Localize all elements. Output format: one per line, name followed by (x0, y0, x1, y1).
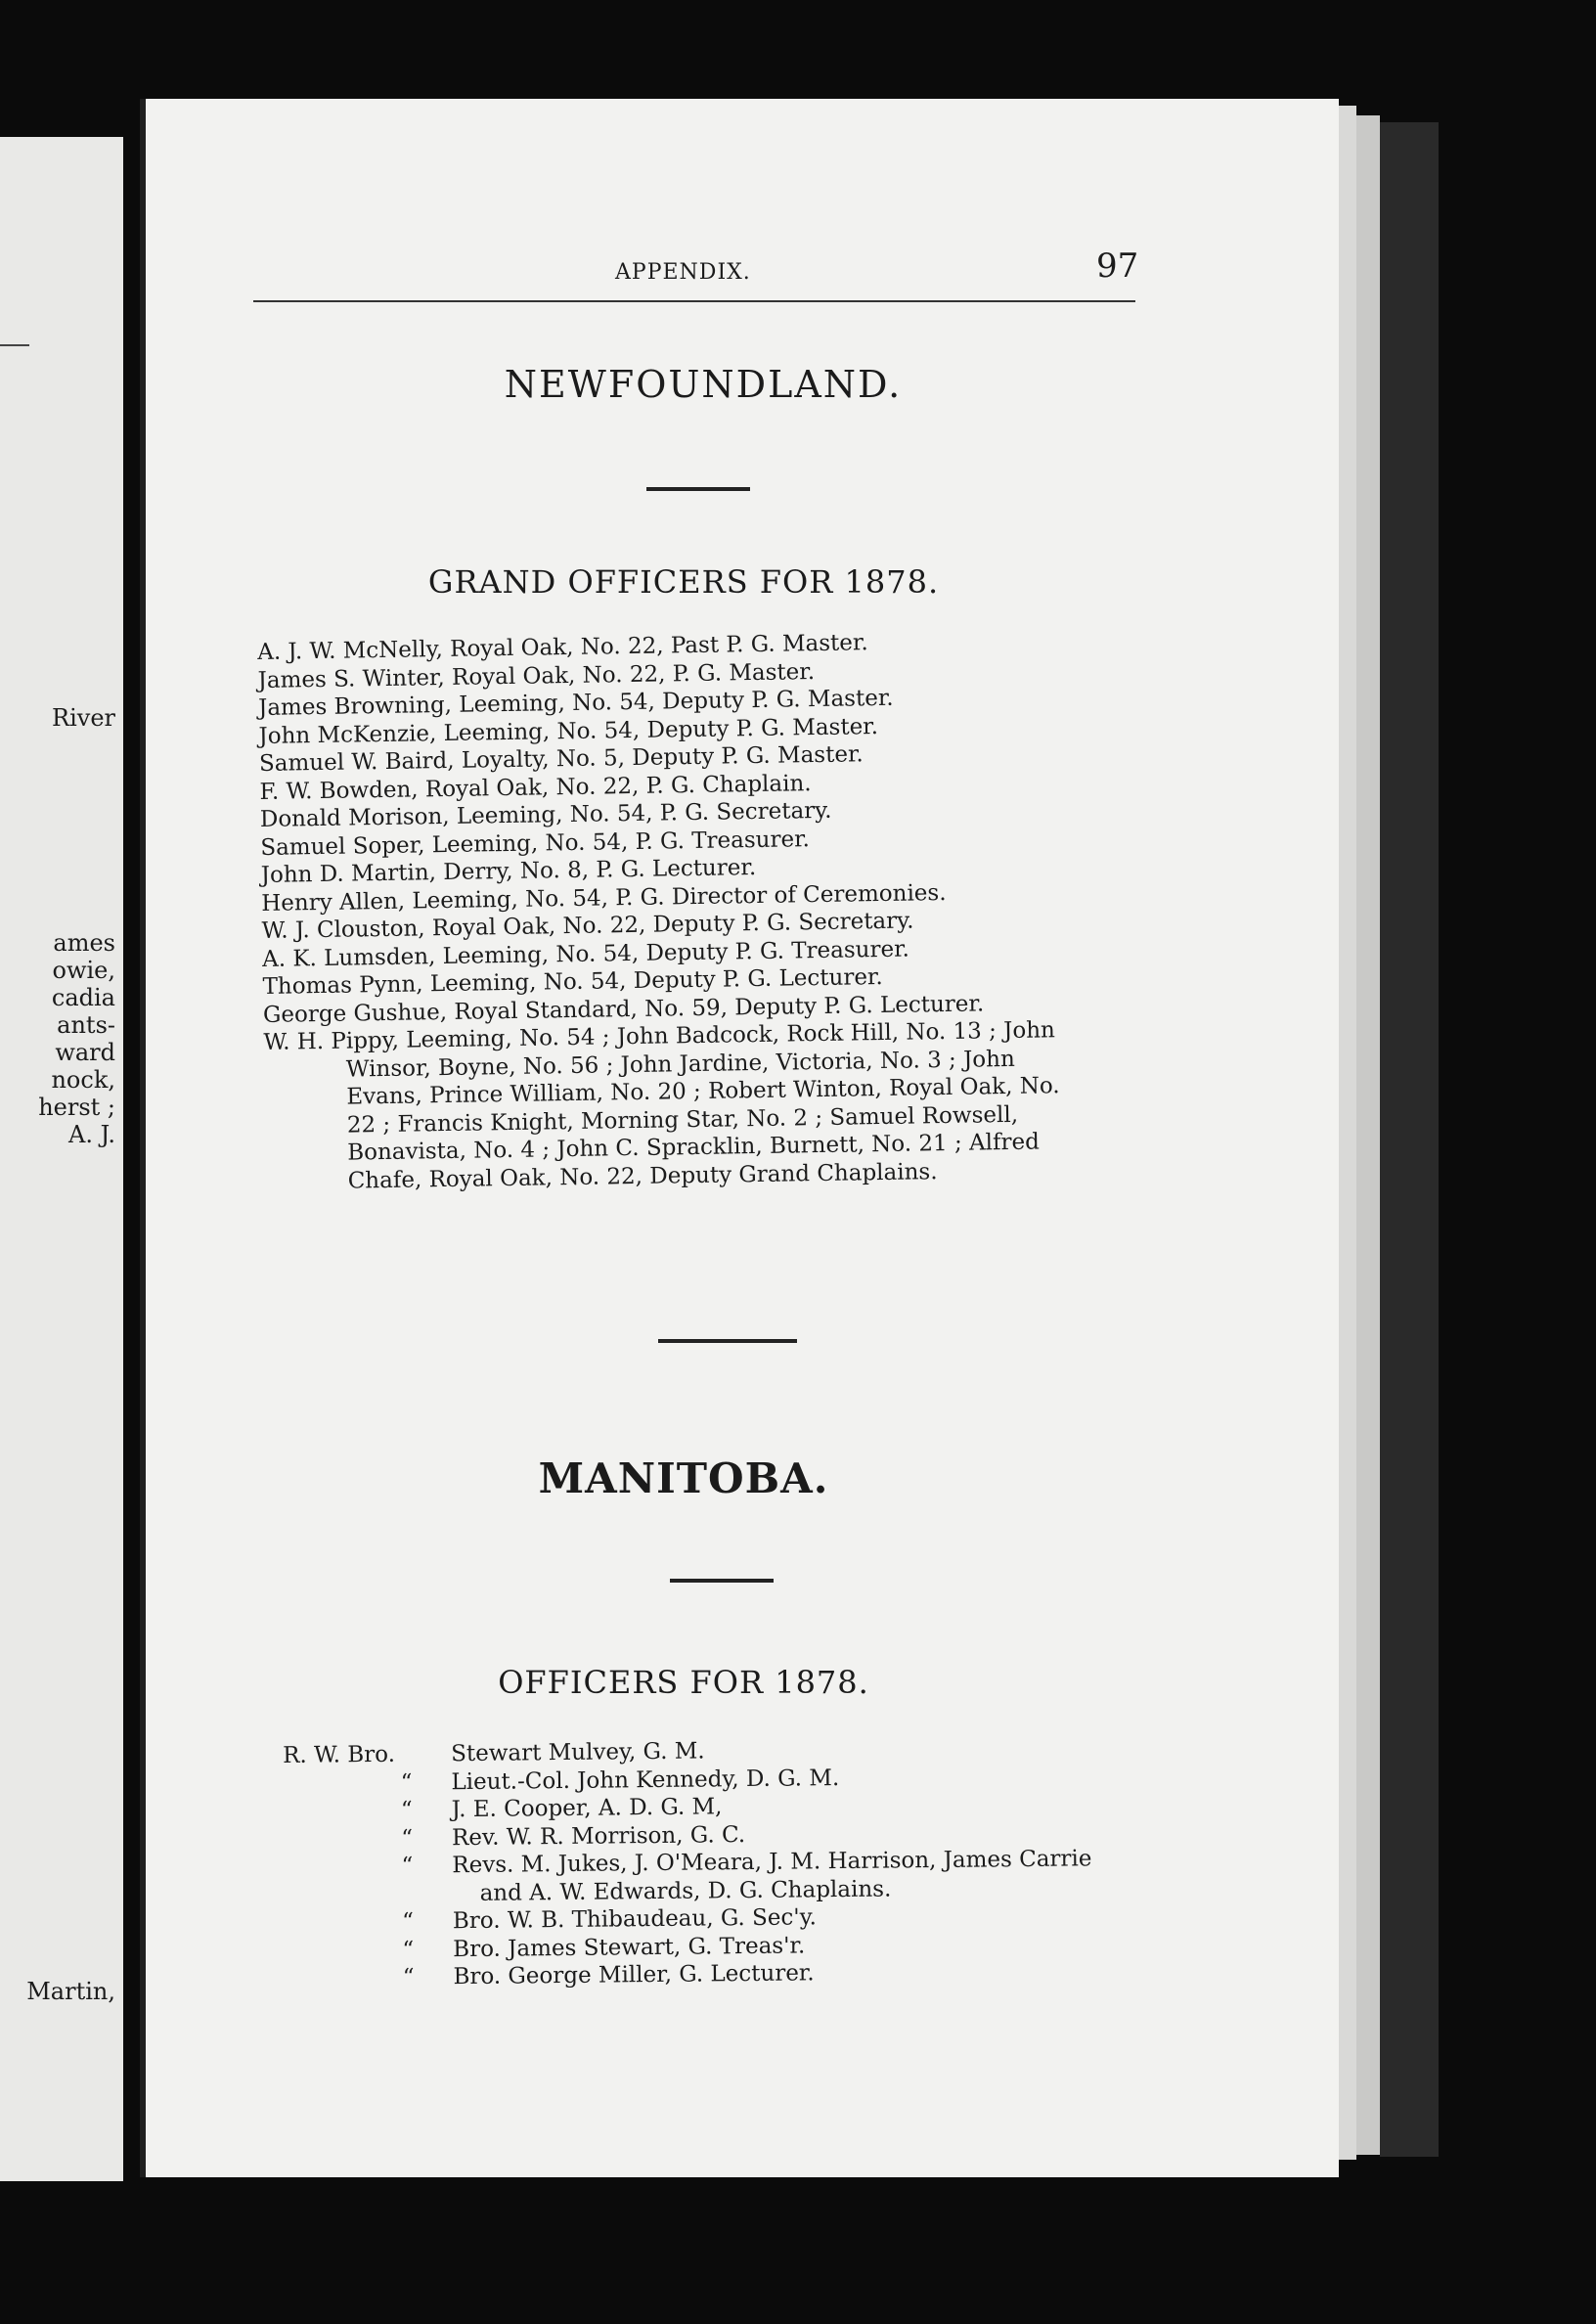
officer-entry: Revs. M. Jukes, J. O'Meara, J. M. Harrison, James Carrie (452, 1846, 1092, 1879)
list-item: James S. Winter, Royal Oak, No. 22, P. G. Master. (257, 658, 816, 693)
list-item-continuation: 22 ; Francis Knight, Morning Star, No. 2 ; Samuel Rowsell, (346, 1101, 1019, 1139)
list-item-continuation: Winsor, Boyne, No. 56 ; John Jardine, Victoria, No. 3 ; John (345, 1046, 1015, 1083)
list-item: Samuel W. Baird, Loyalty, No. 5, Deputy P. G. Master. (258, 741, 864, 777)
list-item-continuation: Bonavista, No. 4 ; John C. Spracklin, Burnett, No. 21 ; Alfred (347, 1129, 1041, 1166)
fragment-text: River (52, 704, 115, 732)
list-item-continuation: Evans, Prince William, No. 20 ; Robert Winton, Royal Oak, No. (346, 1073, 1060, 1110)
officer-entry: Rev. W. R. Morrison, G. C. (451, 1821, 746, 1851)
officer-entry: J. E. Cooper, A. D. G. M, (451, 1794, 723, 1823)
ditto-mark: “ (400, 1797, 413, 1823)
fragment-text: Martin, (26, 1978, 115, 2005)
section-divider (670, 1579, 774, 1583)
section-title-manitoba: MANITOBA. (538, 1454, 829, 1502)
fragment-text: ames (53, 929, 115, 957)
page-number: 97 (1096, 246, 1139, 286)
fragment-text: nock, (51, 1066, 115, 1094)
section-divider (646, 487, 750, 491)
list-item: W. J. Clouston, Royal Oak, No. 22, Deputy P. G. Secretary. (261, 908, 914, 944)
book-cover-edge (1380, 122, 1439, 2157)
header-rule (253, 300, 1135, 302)
page-edge (1356, 115, 1380, 2155)
previous-page-fragment (0, 137, 123, 2181)
officer-entry: Bro. George Miller, G. Lecturer. (453, 1960, 815, 1990)
list-item: A. J. W. McNelly, Royal Oak, No. 22, Past P. G. Master. (257, 630, 868, 665)
list-item: John D. Martin, Derry, No. 8, P. G. Lecturer. (260, 855, 757, 888)
fragment-text: ward (55, 1039, 115, 1066)
fragment-text: herst ; (38, 1094, 115, 1121)
fragment-text: owie, (52, 957, 115, 984)
running-header (146, 246, 1339, 295)
previous-page-rule (0, 344, 29, 346)
section-subtitle-officers: OFFICERS FOR 1878. (498, 1664, 869, 1701)
section-subtitle-grand-officers: GRAND OFFICERS FOR 1878. (427, 563, 940, 601)
officer-list-manitoba (283, 1731, 1332, 1993)
list-item: George Gushue, Royal Standard, No. 59, Deputy P. G. Lecturer. (262, 990, 985, 1028)
list-item: Donald Morison, Leeming, No. 54, P. G. Secretary. (259, 797, 832, 832)
officer-entry: Bro. W. B. Thibaudeau, G. Sec'y. (452, 1904, 818, 1935)
officer-list-newfoundland (257, 624, 1175, 1196)
section-divider (658, 1339, 797, 1343)
list-item: James Browning, Leeming, No. 54, Deputy P. G. Master. (257, 685, 894, 721)
ditto-mark: “ (402, 1908, 415, 1935)
list-item-continuation: Chafe, Royal Oak, No. 22, Deputy Grand Chaplains. (347, 1158, 938, 1194)
ditto-mark: “ (400, 1769, 413, 1796)
fragment-text: ants- (57, 1011, 115, 1039)
list-item: Samuel Soper, Leeming, No. 54, P. G. Treasurer. (260, 826, 811, 861)
list-item: W. H. Pippy, Leeming, No. 54 ; John Badcock, Rock Hill, No. 13 ; John (263, 1017, 1056, 1055)
ditto-mark: “ (401, 1825, 414, 1852)
officer-entry: Stewart Mulvey, G. M. (451, 1738, 705, 1767)
list-item: A. K. Lumsden, Leeming, No. 54, Deputy P. G. Treasurer. (261, 936, 910, 972)
list-item: John McKenzie, Leeming, No. 54, Deputy P. G. Master. (258, 713, 879, 749)
ditto-mark: “ (401, 1853, 414, 1879)
list-item: Henry Allen, Leeming, No. 54, P. G. Director of Ceremonies. (261, 879, 947, 916)
book-page (140, 99, 1339, 2177)
section-title-newfoundland: NEWFOUNDLAND. (504, 363, 903, 406)
running-title: APPENDIX. (615, 260, 751, 285)
fragment-text: cadia (51, 984, 115, 1011)
fragment-text: A. J. (68, 1121, 115, 1148)
officer-entry: Lieut.-Col. John Kennedy, D. G. M. (451, 1765, 840, 1795)
rank-prefix: R. W. Bro. (283, 1741, 396, 1768)
list-item: F. W. Bowden, Royal Oak, No. 22, P. G. Chaplain. (259, 770, 812, 805)
list-item: Thomas Pynn, Leeming, No. 54, Deputy P. G. Lecturer. (262, 963, 883, 1000)
list-item-continuation: and A. W. Edwards, D. G. Chaplains. (479, 1875, 892, 1906)
officer-entry: Bro. James Stewart, G. Treas'r. (453, 1932, 806, 1962)
ditto-mark: “ (402, 1937, 415, 1963)
ditto-mark: “ (402, 1964, 415, 1990)
